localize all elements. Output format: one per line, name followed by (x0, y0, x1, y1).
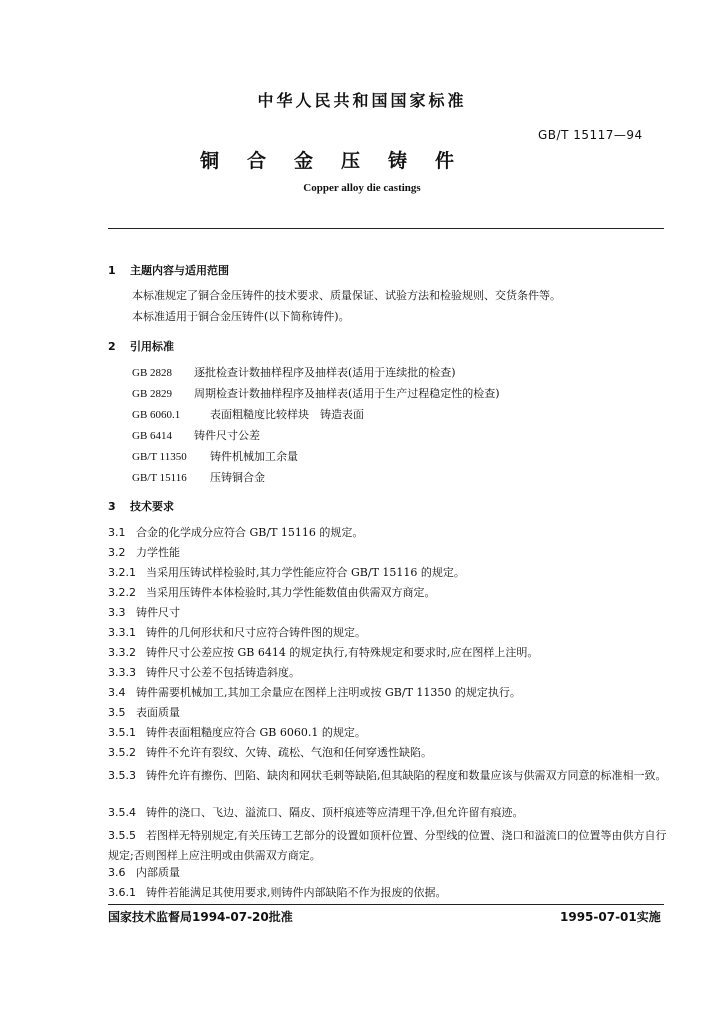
clause-number: 3.6 (108, 866, 126, 879)
section-title: 技术要求 (130, 500, 174, 513)
section-1-heading (108, 262, 229, 278)
reference-item (132, 471, 265, 485)
clause-number: 3.5.4 (108, 806, 136, 819)
clause-text: 内部质量 (136, 866, 180, 879)
clause-text: 铸件不允许有裂纹、欠铸、疏松、气泡和任何穿透性缺陷。 (146, 746, 432, 759)
section-number: 1 (108, 264, 116, 277)
clause (108, 526, 363, 540)
clause-number: 3.3.1 (108, 626, 136, 639)
clause (108, 546, 180, 560)
approval-info: 国家技术监督局1994-07-20批准 (108, 910, 293, 924)
clause-number: 3.3.3 (108, 666, 136, 679)
clause (108, 886, 447, 900)
agency-title: 中华人民共和国国家标准 (257, 91, 467, 110)
clause (108, 746, 432, 760)
reference-title: 压铸铜合金 (210, 471, 265, 484)
clause-text: 当采用压铸件本体检验时,其力学性能数值由供需双方商定。 (146, 586, 436, 599)
clause (108, 666, 300, 680)
clause-text: 铸件尺寸 (136, 606, 180, 619)
reference-item (132, 408, 364, 422)
clause-number: 3.5.2 (108, 746, 136, 759)
document-title-cn: 铜合金压铸件 (200, 150, 483, 172)
clause-text: 当采用压铸试样检验时,其力学性能应符合 GB/T 15116 的规定。 (146, 566, 465, 579)
clause-number: 3.1 (108, 526, 126, 539)
clause (108, 726, 366, 740)
clause (108, 586, 436, 600)
reference-title: 周期检查计数抽样程序及抽样表(适用于生产过程稳定性的检查) (194, 387, 500, 400)
clause (108, 706, 180, 720)
clause-number: 3.2 (108, 546, 126, 559)
clause-text: 铸件尺寸公差不包括铸造斜度。 (146, 666, 300, 679)
clause-text: 合金的化学成分应符合 GB/T 15116 的规定。 (136, 526, 364, 539)
reference-title: 逐批检查计数抽样程序及抽样表(适用于连续批的检查) (194, 366, 456, 379)
document-title-en: Copper alloy die castings (303, 182, 421, 194)
clause-number: 3.2.1 (108, 566, 136, 579)
reference-code: GB 6414 (132, 430, 173, 442)
clause-text: 铸件需要机械加工,其加工余量应在图样上注明或按 GB/T 11350 的规定执行。 (136, 686, 521, 699)
implementation-info: 1995-07-01实施 (560, 910, 661, 924)
reference-title: 铸件尺寸公差 (194, 429, 260, 442)
clause-number: 3.6.1 (108, 886, 136, 899)
reference-title: 铸件机械加工余量 (210, 450, 298, 463)
paragraph: 本标准规定了铜合金压铸件的技术要求、质量保证、试验方法和检验规则、交货条件等。 (132, 289, 561, 302)
reference-code: GB 2828 (132, 367, 173, 379)
header-rule (108, 228, 664, 229)
clause (108, 826, 668, 866)
clause-text: 铸件若能满足其使用要求,则铸件内部缺陷不作为报废的依据。 (146, 886, 447, 899)
clause-text: 铸件表面粗糙度应符合 GB 6060.1 的规定。 (146, 726, 366, 739)
reference-code: GB 2829 (132, 388, 173, 400)
clause-text: 铸件的浇口、飞边、溢流口、隔皮、顶杆痕迹等应清理干净,但允许留有痕迹。 (146, 806, 524, 819)
clause (108, 646, 538, 660)
section-title: 引用标准 (130, 340, 174, 353)
reference-item (132, 366, 456, 380)
clause-text: 若图样无特别规定,有关压铸工艺部分的设置如顶杆位置、分型线的位置、浇口和溢流口的位置等由供方自行规定;否则图样上应注明或由供需双方商定。 (108, 829, 667, 862)
clause-number: 3.5 (108, 706, 126, 719)
clause (108, 566, 465, 580)
clause-text: 铸件的几何形状和尺寸应符合铸件图的规定。 (146, 626, 366, 639)
clause (108, 686, 521, 700)
clause (108, 606, 180, 620)
section-title: 主题内容与适用范围 (130, 264, 229, 277)
reference-title: 表面粗糙度比较样块 铸造表面 (210, 408, 364, 421)
clause-text: 铸件尺寸公差应按 GB 6414 的规定执行,有特殊规定和要求时,应在图样上注明。 (146, 646, 539, 659)
section-number: 2 (108, 340, 116, 353)
clause (108, 806, 524, 820)
reference-item (132, 450, 298, 464)
clause (108, 766, 668, 786)
paragraph: 本标准适用于铜合金压铸件(以下简称铸件)。 (132, 310, 350, 323)
footer-rule (108, 904, 664, 905)
standard-number: GB/T 15117—94 (538, 128, 643, 142)
section-2-heading (108, 338, 174, 354)
reference-code: GB/T 11350 (132, 451, 187, 463)
section-3-heading (108, 498, 174, 514)
clause-number: 3.5.1 (108, 726, 136, 739)
clause (108, 626, 366, 640)
clause-number: 3.4 (108, 686, 126, 699)
reference-item (132, 387, 500, 401)
clause-number: 3.5.3 (108, 769, 136, 782)
clause (108, 866, 180, 880)
reference-code: GB/T 15116 (132, 472, 187, 484)
clause-text: 力学性能 (136, 546, 180, 559)
clause-number: 3.3 (108, 606, 126, 619)
clause-number: 3.3.2 (108, 646, 136, 659)
clause-number: 3.5.5 (108, 829, 136, 842)
section-number: 3 (108, 500, 116, 513)
reference-item (132, 429, 260, 443)
clause-text: 表面质量 (136, 706, 180, 719)
clause-text: 铸件允许有擦伤、凹陷、缺肉和网状毛刺等缺陷,但其缺陷的程度和数量应该与供需双方同意的标准相一致。 (146, 769, 667, 782)
clause-number: 3.2.2 (108, 586, 136, 599)
reference-code: GB 6060.1 (132, 409, 181, 421)
